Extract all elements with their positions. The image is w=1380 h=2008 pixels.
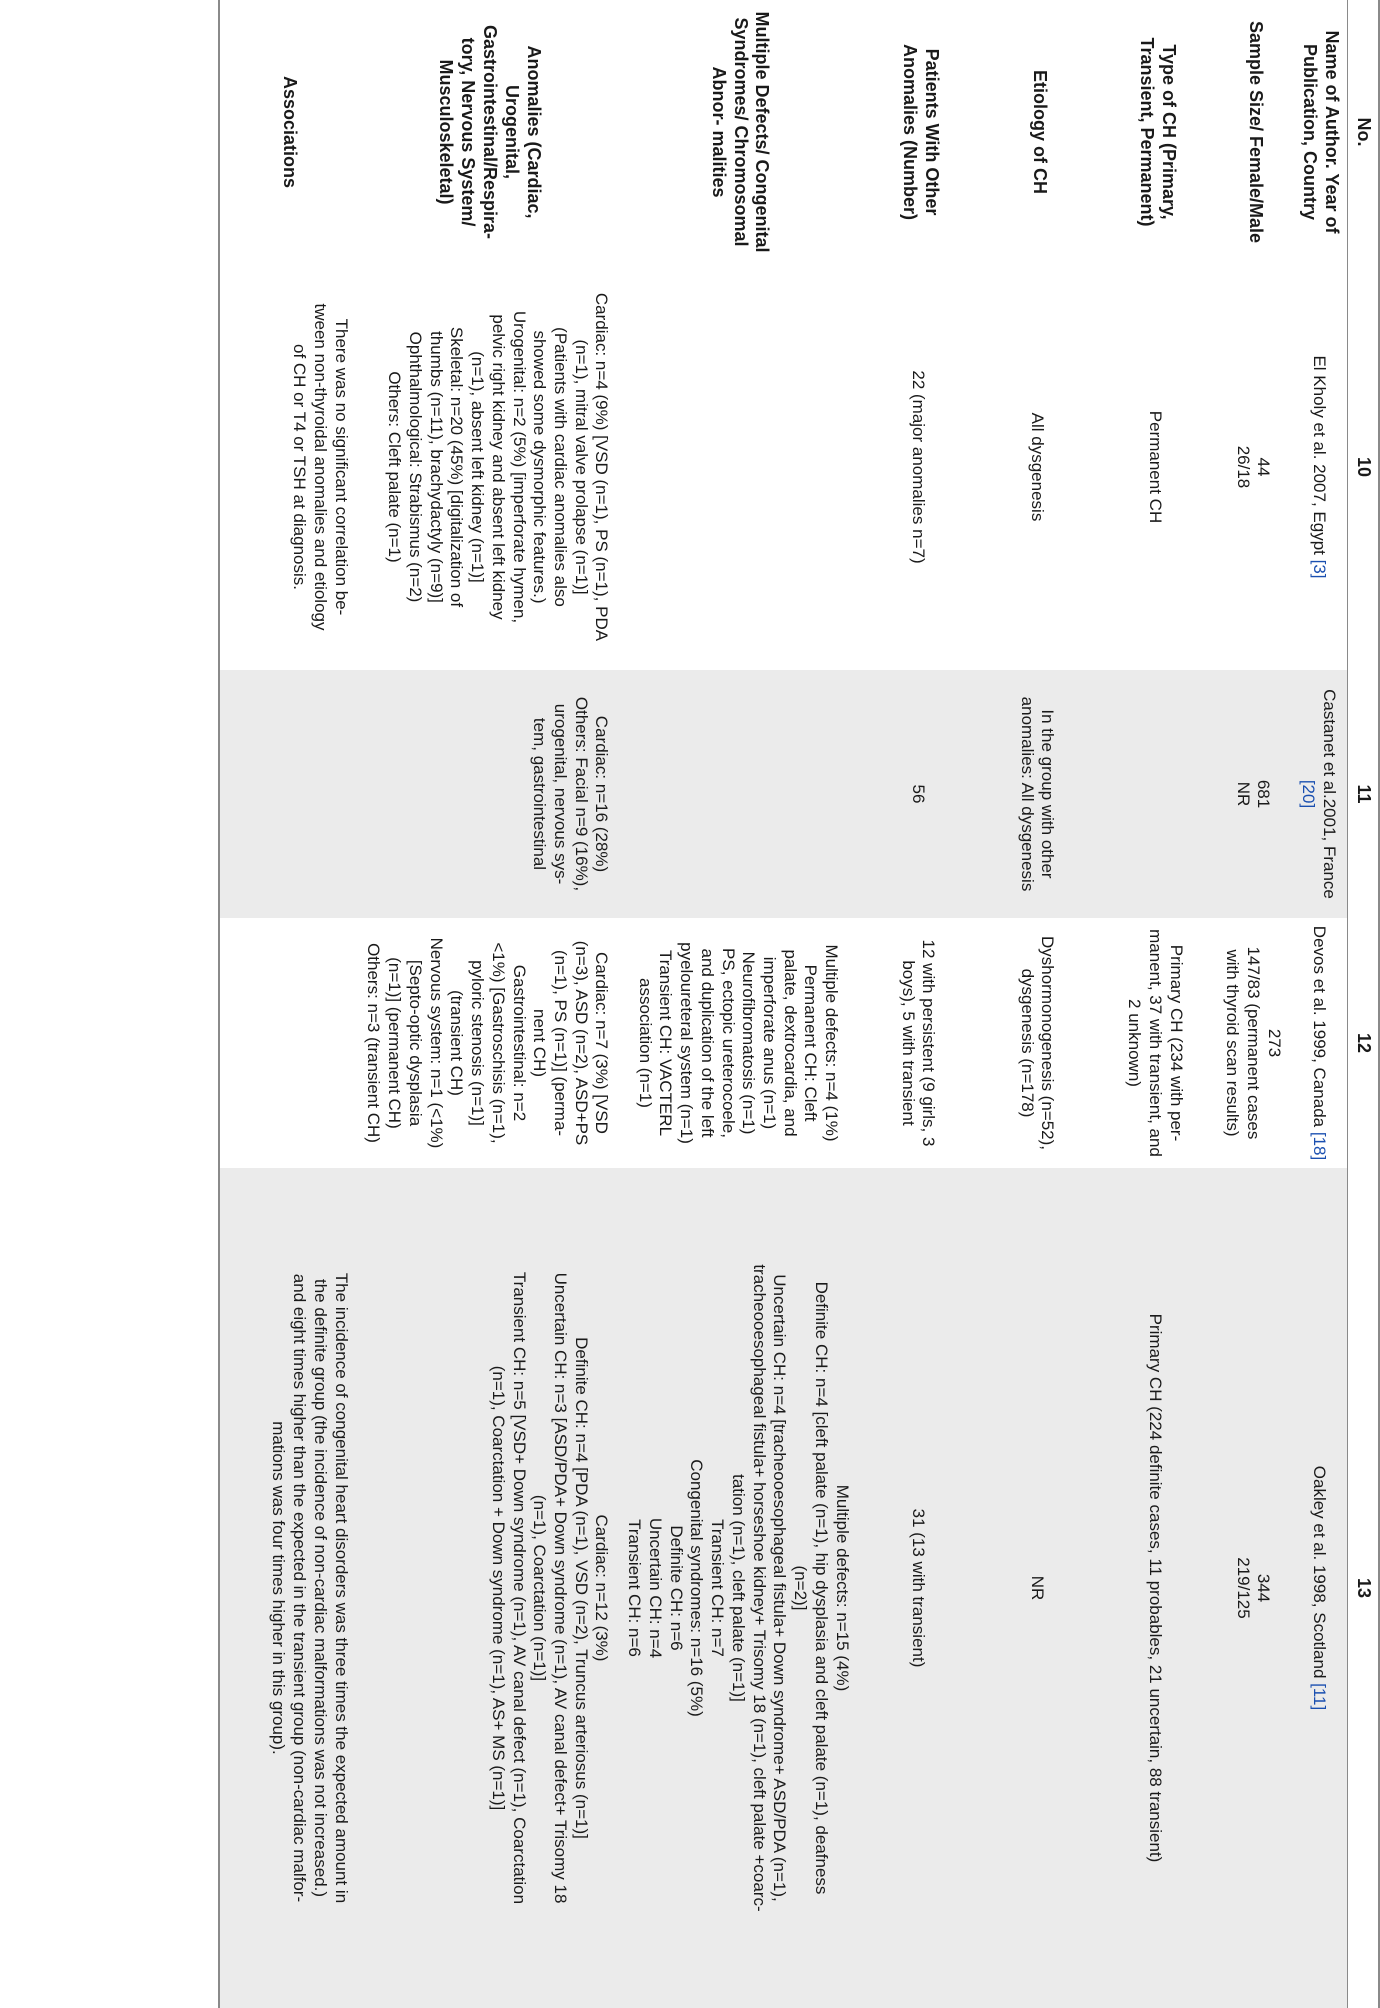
cell-etiology-13 (980, 1168, 1098, 2008)
cell-sample-size-13 (1216, 1168, 1294, 2008)
cell-text: 31 (13 with transient) (908, 1508, 928, 1668)
cell-line: 344 (1254, 1573, 1274, 1603)
cell-line: There was no significant correlation be- (331, 318, 351, 616)
header-row-11: 11 (1354, 784, 1374, 804)
cell-text: Dyshormonogenesis (n=52), dysgenesis (n=178) (1017, 935, 1058, 1151)
cell-anomalies-12 (359, 918, 620, 1168)
cell-line: Neurofibromatosis (n=1) (739, 951, 759, 1135)
field-row-etiology (980, 0, 1098, 2008)
cell-line: Multiple defects: n=15 (4%) (832, 1484, 852, 1692)
cell-line: tween non-thyroidal anomalies and etiology (310, 303, 330, 631)
cell-patients-13 (860, 1168, 980, 2008)
cell-line: Skeletal: n=20 (45%) [digitalization of (447, 326, 467, 608)
cell-line: Cardiac: n=7 (3%) [VSD (592, 952, 612, 1134)
cell-line: Transient CH: n=6 (625, 1519, 645, 1657)
field-row-ch-type (1098, 0, 1216, 2008)
field-row-author (1294, 0, 1348, 2008)
cell-etiology-10 (980, 264, 1098, 670)
ch-anomalies-table (218, 0, 1380, 2008)
cell-text: NR (1027, 1575, 1047, 1601)
cell-text: Primary CH (234 with per- manent, 37 with transient, and 2 unknown) (1125, 929, 1186, 1157)
cell-text: El Kholy et al. 2007, Egypt (1309, 355, 1329, 555)
field-row-patients (860, 0, 980, 2008)
cell-ch-type-13 (1098, 1168, 1216, 2008)
cell-line: imperforate anus (n=1) (760, 956, 780, 1130)
cell-multiple-defects-11 (620, 670, 860, 918)
header-row-13: 13 (1354, 1577, 1374, 1599)
cell-text: Permanent CH (1145, 410, 1165, 524)
cell-line: and duplication of the left (697, 948, 717, 1138)
cell-ch-type-12 (1098, 918, 1216, 1168)
cell-text: In the group with other anomalies: All dysgenesis (1017, 696, 1058, 892)
cell-line: The incidence of congenital heart disorders was three times the expected amount in (331, 1272, 351, 1904)
cell-anomalies-10 (359, 264, 620, 670)
cell-line: tem, gastrointestinal (530, 717, 550, 871)
cell-line: Cardiac: n=12 (3%) (592, 1514, 612, 1662)
cell-line: Cardiac: n=4 (9%) [VSD (n=1), PS (n=1), PDA (592, 292, 612, 642)
field-label-etiology: Etiology of CH (1029, 70, 1050, 194)
field-label-anomalies: Anomalies (Cardiac, Urogenital, Gastrointestinal/Respira- tory, Nervous System/ Musculoskeletal) (436, 24, 544, 240)
reference-link[interactable]: [11] (1309, 1683, 1329, 1711)
cell-patients-12 (860, 918, 980, 1168)
cell-line: nent CH) (530, 1008, 550, 1078)
cell-multiple-defects-13 (620, 1168, 860, 2008)
cell-line: Uncertain CH: n=4 [tracheooesophageal fistula+ Down syndrome+ ASD/PDA (n=1), (770, 1274, 790, 1902)
cell-author-11 (1294, 670, 1348, 918)
cell-line: Definite CH: n=4 [PDA (n=1), VSD (n=2), Truncus arteriosus (n=1)] (571, 1337, 591, 1839)
cell-line: Transient CH: n=5 [VSD+ Down syndrome (n=1), AV canal defect (n=1), Coarctation (509, 1271, 529, 1905)
field-label-sample-size: Sample Size/ Female/Male (1245, 20, 1266, 244)
cell-line: Ophthalmological: Strabismus (n=2) (405, 331, 425, 603)
cell-sample-size-10 (1216, 264, 1294, 670)
cell-text: Oakley et al. 1998, Scotland (1309, 1465, 1329, 1679)
field-row-associations (219, 0, 359, 2008)
cell-line: Others: n=3 (transient CH) (364, 943, 384, 1143)
cell-line: thumbs (n=11), brachydactyly (n=9)] (426, 331, 446, 603)
cell-text: Devos et al. 1999, Canada (1309, 925, 1329, 1128)
cell-line: Gastrointestinal: n=2 (509, 964, 529, 1122)
cell-author-13 (1294, 1168, 1348, 2008)
cell-line: Transient CH: VACTERL (656, 949, 676, 1137)
cell-line: (n=1)] (permanent CH) (385, 957, 405, 1129)
field-label-patients: Patients With Other Anomalies (Number) (899, 43, 942, 221)
cell-line: (n=1), PS (n=1)] (perma- (551, 949, 571, 1137)
cell-line: Cardiac: n=16 (28%) (592, 715, 612, 873)
cell-line: 273 (1264, 1028, 1284, 1058)
cell-line: Nervous system: n=1 (<1%) (426, 937, 446, 1149)
field-label-ch-type: Type of CH (Primary, Transient, Permanent) (1136, 37, 1179, 227)
cell-multiple-defects-10 (620, 264, 860, 670)
header-row-10: 10 (1354, 456, 1374, 478)
cell-line: urogenital, nervous sys- (551, 703, 571, 885)
field-row-multiple-defects (620, 0, 860, 2008)
cell-line: mations was four times higher in this group). (269, 1421, 289, 1755)
cell-line: tation (n=1), cleft palate (n=1)] (728, 1474, 748, 1702)
cell-text: Castanet et al.2001, France (1320, 689, 1340, 899)
cell-line: showed some dysmorphic features.) (530, 330, 550, 604)
cell-text: 56 (908, 784, 928, 804)
cell-line: pelvic right kidney and absent left kidney (488, 314, 508, 620)
field-label-associations: Associations (280, 75, 301, 189)
cell-anomalies-13 (359, 1168, 620, 2008)
cell-ch-type-11 (1098, 670, 1216, 918)
cell-line: Permanent CH: Cleft (801, 964, 821, 1122)
cell-line: Definite CH: n=4 [cleft palate (n=1), hip dysplasia and cleft palate (n=1), deafness (811, 1281, 831, 1895)
field-label-author: Name of Author. Year of Publication, Country (1300, 30, 1343, 234)
cell-line: Others: Facial n=9 (16%), (571, 696, 591, 892)
cell-etiology-11 (980, 670, 1098, 918)
cell-anomalies-11 (359, 670, 620, 918)
cell-sample-size-11 (1216, 670, 1294, 918)
cell-line: NR (1233, 781, 1253, 807)
cell-line: Transient CH: n=7 (708, 1519, 728, 1657)
cell-line: (n=3), ASD (n=2), ASD+PS (571, 940, 591, 1146)
cell-line: the definite group (the incidence of non-cardiac malformations was not increased.) (310, 1278, 330, 1897)
cell-line: with thyroid scan results) (1223, 949, 1243, 1137)
cell-line: Congenital syndromes: n=16 (5%) (687, 1459, 707, 1717)
cell-line: pyloric stenosis (n=1)] (468, 960, 488, 1126)
cell-line: and eight times higher than the expected in the transient group (non-cardiac malfor- (290, 1273, 310, 1903)
cell-line: [Septo-optic dysplasia (405, 959, 425, 1127)
cell-line: Definite CH: n=6 (666, 1525, 686, 1651)
cell-line: (n=1), Coarctation + Down syndrome (n=1), AS+ MS (n=1)] (488, 1365, 508, 1811)
cell-line: (n=1), Coarctation (n=1)] (530, 1494, 550, 1682)
cell-line: 44 (1254, 457, 1274, 477)
cell-line: 147/83 (permanent cases (1243, 946, 1263, 1140)
cell-line: Uncertain CH: n=3 [ASD/PDA+ Down syndrome (n=1), AV canal defect+ Trisomy 18 (551, 1272, 571, 1904)
field-label-multiple-defects: Multiple Defects/ Congenital Syndromes/ Chromosomal Abnor- malities (708, 11, 773, 253)
cell-line: Others: Cleft palate (n=1) (385, 371, 405, 563)
header-row-12: 12 (1354, 1032, 1374, 1054)
cell-line: Urogenital: n=2 (5%) [imperforate hymen, (509, 310, 529, 624)
cell-line: (Patients with cardiac anomalies also (551, 327, 571, 607)
cell-line: Multiple defects: n=4 (1%) (822, 944, 842, 1142)
cell-line: Uncertain CH: n=4 (645, 1517, 665, 1659)
cell-line: (n=1), mitral valve prolapse (n=1)] (571, 339, 591, 595)
cell-line: tracheooesophageal fistula+ horseshoe kidney+ Trisomy 18 (n=1), cleft palate +coarc- (749, 1264, 769, 1912)
cell-patients-10 (860, 264, 980, 670)
cell-ch-type-10 (1098, 264, 1216, 670)
field-row-sample-size (1216, 0, 1294, 2008)
reference-link[interactable]: [18] (1309, 1131, 1329, 1161)
cell-associations-12 (219, 918, 359, 1168)
reference-link[interactable]: [20] (1299, 779, 1319, 809)
cell-multiple-defects-12 (620, 918, 860, 1168)
cell-line: <1%) [Gastroschisis (n=1), (488, 942, 508, 1144)
cell-text: Primary CH (224 definite cases, 11 probables, 21 uncertain, 88 transient) (1145, 1313, 1165, 1863)
cell-line: (n=1), absent left kidney (n=1)] (468, 351, 488, 583)
cell-associations-10 (219, 264, 359, 670)
cell-author-12 (1294, 918, 1348, 1168)
reference-link[interactable]: [3] (1309, 559, 1329, 579)
table-body (219, 0, 1348, 2008)
field-row-anomalies (359, 0, 620, 2008)
cell-line: 26/18 (1233, 445, 1253, 489)
cell-line: palate, dextrocardia, and (780, 949, 800, 1137)
cell-text: 22 (major anomalies n=7) (908, 370, 928, 564)
cell-line: of CH or T4 or TSH at diagnosis. (290, 344, 310, 590)
header-no: No. (1354, 117, 1374, 147)
cell-text: All dysgenesis (1027, 412, 1047, 522)
cell-line: pyeloureteral system (n=1) (677, 942, 697, 1144)
cell-sample-size-12 (1216, 918, 1294, 1168)
cell-line: 219/125 (1233, 1557, 1253, 1619)
cell-line: (transient CH) (447, 990, 467, 1096)
cell-line: association (n=1) (635, 978, 655, 1108)
header-row (1348, 0, 1379, 2008)
cell-line: (n=2)] (791, 1565, 811, 1611)
cell-associations-11 (219, 670, 359, 918)
cell-patients-11 (860, 670, 980, 918)
cell-etiology-12 (980, 918, 1098, 1168)
cell-line: PS, ectopic ureterocoele, (718, 948, 738, 1138)
cell-associations-13 (219, 1168, 359, 2008)
cell-text: 12 with persistent (9 girls, 3 boys), 5 with transient (898, 939, 939, 1147)
cell-author-10 (1294, 264, 1348, 670)
cell-line: 681 (1254, 779, 1274, 809)
